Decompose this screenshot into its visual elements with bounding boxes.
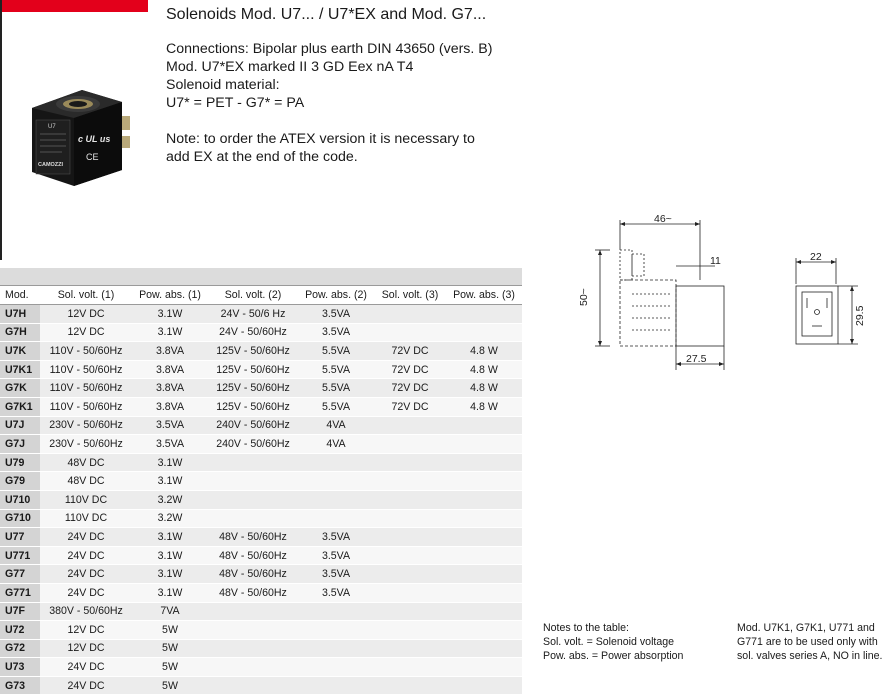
table-cell: 110V - 50/60Hz xyxy=(40,360,132,379)
table-row xyxy=(0,621,522,640)
table-cell: 24V DC xyxy=(40,528,132,547)
table-cell: 380V - 50/60Hz xyxy=(40,602,132,621)
table-row xyxy=(0,658,522,677)
table-cell: 48V - 50/60Hz xyxy=(208,546,298,565)
table-cell: 125V - 50/60Hz xyxy=(208,397,298,416)
table-cell: 3.5VA xyxy=(132,435,208,454)
table-row xyxy=(0,602,522,621)
col-header: Mod. xyxy=(0,286,40,305)
table-cell: 12V DC xyxy=(40,639,132,658)
model-cell: G7K xyxy=(0,379,40,398)
table-cell: 110V - 50/60Hz xyxy=(40,379,132,398)
table-cell: 4.8 W xyxy=(446,360,522,379)
table-cell xyxy=(298,602,374,621)
col-header: Sol. volt. (3) xyxy=(374,286,446,305)
model-cell: U79 xyxy=(0,453,40,472)
table-cell xyxy=(298,621,374,640)
table-cell: 3.1W xyxy=(132,472,208,491)
model-cell: U710 xyxy=(0,490,40,509)
table-cell xyxy=(208,658,298,677)
note-line: add EX at the end of the code. xyxy=(166,149,358,165)
table-cell: 3.1W xyxy=(132,565,208,584)
model-cell: G72 xyxy=(0,639,40,658)
table-cell: 240V - 50/60Hz xyxy=(208,416,298,435)
table-cell: 5W xyxy=(132,658,208,677)
table-cell xyxy=(374,565,446,584)
table-cell: 110V - 50/60Hz xyxy=(40,342,132,361)
table-notes xyxy=(543,621,683,663)
table-cell: 12V DC xyxy=(40,305,132,324)
table-cell: 5.5VA xyxy=(298,360,374,379)
table-cell: 5W xyxy=(132,621,208,640)
table-cell: 230V - 50/60Hz xyxy=(40,435,132,454)
table-cell xyxy=(446,639,522,658)
table-cell xyxy=(374,453,446,472)
dim-22: 22 xyxy=(810,251,822,263)
table-cell: 3.1W xyxy=(132,583,208,602)
desc-line: U7* = PET - G7* = PA xyxy=(166,95,305,111)
table-cell: 4.8 W xyxy=(446,342,522,361)
dim-46: 46~ xyxy=(654,213,672,225)
table-row xyxy=(0,360,522,379)
desc-line: Mod. U7*EX marked II 3 GD Eex nA T4 xyxy=(166,59,414,75)
dim-11: 11 xyxy=(710,255,721,267)
table-row xyxy=(0,453,522,472)
table-cell: 110V - 50/60Hz xyxy=(40,397,132,416)
table-header-row xyxy=(0,286,522,305)
table-cell xyxy=(446,602,522,621)
table-cell xyxy=(298,509,374,528)
table-cell: 3.5VA xyxy=(298,583,374,602)
table-row xyxy=(0,639,522,658)
table-row xyxy=(0,509,522,528)
model-cell: G771 xyxy=(0,583,40,602)
section-tab xyxy=(0,0,148,12)
table-row xyxy=(0,472,522,491)
table-cell xyxy=(374,528,446,547)
table-cell: 24V DC xyxy=(40,658,132,677)
table-cell: 3.8VA xyxy=(132,379,208,398)
table-row xyxy=(0,528,522,547)
table-cell xyxy=(374,416,446,435)
table-cell xyxy=(298,658,374,677)
table-row xyxy=(0,490,522,509)
table-cell xyxy=(374,472,446,491)
table-cell xyxy=(446,565,522,584)
table-cell xyxy=(446,416,522,435)
table-row xyxy=(0,546,522,565)
table-cell xyxy=(446,528,522,547)
table-cell xyxy=(374,583,446,602)
model-cell: G73 xyxy=(0,676,40,695)
table-cell xyxy=(374,602,446,621)
note-line: Pow. abs. = Power absorption xyxy=(543,650,684,662)
table-cell xyxy=(374,490,446,509)
note-line: Sol. volt. = Solenoid voltage xyxy=(543,636,675,648)
col-header: Pow. abs. (3) xyxy=(446,286,522,305)
note-line: sol. valves series A, NO in line. xyxy=(737,650,883,662)
model-cell: G79 xyxy=(0,472,40,491)
table-cell: 3.5VA xyxy=(298,528,374,547)
description xyxy=(166,40,492,166)
model-cell: U73 xyxy=(0,658,40,677)
table-cell: 24V DC xyxy=(40,676,132,695)
table-cell: 3.5VA xyxy=(298,305,374,324)
table-cell: 5.5VA xyxy=(298,379,374,398)
table-cell xyxy=(374,435,446,454)
model-cell: U7K1 xyxy=(0,360,40,379)
table-cell xyxy=(446,658,522,677)
table-cell xyxy=(446,509,522,528)
table-cell xyxy=(208,453,298,472)
table-cell: 240V - 50/60Hz xyxy=(208,435,298,454)
table-cell: 72V DC xyxy=(374,379,446,398)
col-header: Pow. abs. (2) xyxy=(298,286,374,305)
table-cell: 3.2W xyxy=(132,509,208,528)
dim-27-5: 27.5 xyxy=(686,353,707,365)
usage-notes xyxy=(737,621,882,663)
table-cell: 12V DC xyxy=(40,621,132,640)
left-rule xyxy=(0,0,2,260)
model-cell: U72 xyxy=(0,621,40,640)
table-cell xyxy=(374,509,446,528)
model-cell: U7K xyxy=(0,342,40,361)
table-cell: 72V DC xyxy=(374,360,446,379)
note-line: Notes to the table: xyxy=(543,622,629,634)
table-cell: 5.5VA xyxy=(298,397,374,416)
table-cell: 110V DC xyxy=(40,509,132,528)
table-cell xyxy=(446,435,522,454)
table-cell xyxy=(446,472,522,491)
table-cell: 5.5VA xyxy=(298,342,374,361)
table-cell: 3.1W xyxy=(132,546,208,565)
table-cell: 12V DC xyxy=(40,323,132,342)
table-cell: 3.1W xyxy=(132,528,208,547)
model-cell: G7H xyxy=(0,323,40,342)
model-cell: G77 xyxy=(0,565,40,584)
table-cell: 24V - 50/60Hz xyxy=(208,323,298,342)
desc-line: Connections: Bipolar plus earth DIN 43650 (vers. B) xyxy=(166,41,493,57)
table-cell xyxy=(374,621,446,640)
note-line: Note: to order the ATEX version it is necessary to xyxy=(166,131,475,147)
table-cell xyxy=(374,305,446,324)
dim-29-5: 29.5 xyxy=(854,305,866,326)
side-dimension-drawing xyxy=(570,210,750,375)
table-row xyxy=(0,565,522,584)
table-cell xyxy=(446,453,522,472)
table-row xyxy=(0,435,522,454)
table-cell xyxy=(298,472,374,491)
table-cell: 48V DC xyxy=(40,472,132,491)
desc-line: Solenoid material: xyxy=(166,77,280,93)
table-cell xyxy=(208,472,298,491)
table-cell: 3.5VA xyxy=(132,416,208,435)
model-cell: G7J xyxy=(0,435,40,454)
solenoid-photo xyxy=(22,88,134,186)
table-cell: 72V DC xyxy=(374,342,446,361)
table-cell xyxy=(374,676,446,695)
table-cell xyxy=(208,602,298,621)
table-top-bar xyxy=(0,268,522,286)
table-cell: 48V - 50/60Hz xyxy=(208,583,298,602)
col-header: Sol. volt. (1) xyxy=(40,286,132,305)
table-cell: 4VA xyxy=(298,435,374,454)
model-cell: G7K1 xyxy=(0,397,40,416)
model-cell: U771 xyxy=(0,546,40,565)
table-row xyxy=(0,305,522,324)
model-cell: G710 xyxy=(0,509,40,528)
table-cell: 110V DC xyxy=(40,490,132,509)
photo-label-brand: CAMOZZI xyxy=(38,162,64,168)
note-line: G771 are to be used only with xyxy=(737,636,878,648)
table-cell xyxy=(446,583,522,602)
table-cell xyxy=(208,490,298,509)
table-cell xyxy=(446,323,522,342)
table-cell xyxy=(208,621,298,640)
table-cell: 4.8 W xyxy=(446,397,522,416)
specs-table xyxy=(0,268,522,695)
model-cell: U7F xyxy=(0,602,40,621)
table-row xyxy=(0,676,522,695)
page-title: Solenoids Mod. U7... / U7*EX and Mod. G7... xyxy=(166,6,487,23)
table-cell: 3.8VA xyxy=(132,342,208,361)
table-row xyxy=(0,342,522,361)
model-cell: U7J xyxy=(0,416,40,435)
model-cell: U7H xyxy=(0,305,40,324)
table-cell xyxy=(298,490,374,509)
table-cell xyxy=(374,658,446,677)
table-cell xyxy=(446,676,522,695)
ce-mark: CE xyxy=(86,152,99,162)
note-line: Mod. U7K1, G7K1, U771 and xyxy=(737,622,875,634)
table-cell: 24V DC xyxy=(40,546,132,565)
table-cell: 24V DC xyxy=(40,565,132,584)
table-cell: 3.5VA xyxy=(298,565,374,584)
table-cell xyxy=(298,676,374,695)
table-cell: 125V - 50/60Hz xyxy=(208,360,298,379)
table-cell: 5W xyxy=(132,676,208,695)
model-cell: U77 xyxy=(0,528,40,547)
table-cell xyxy=(298,639,374,658)
table-cell: 48V DC xyxy=(40,453,132,472)
dim-50: 50~ xyxy=(578,288,590,306)
col-header: Sol. volt. (2) xyxy=(208,286,298,305)
table-row xyxy=(0,379,522,398)
table-cell: 3.5VA xyxy=(298,546,374,565)
table-cell xyxy=(446,490,522,509)
table-cell: 4VA xyxy=(298,416,374,435)
table-cell xyxy=(208,639,298,658)
table-cell: 72V DC xyxy=(374,397,446,416)
col-header: Pow. abs. (1) xyxy=(132,286,208,305)
table-cell: 3.5VA xyxy=(298,323,374,342)
table-row xyxy=(0,416,522,435)
table-cell xyxy=(446,621,522,640)
table-cell xyxy=(374,546,446,565)
table-cell: 4.8 W xyxy=(446,379,522,398)
table-row xyxy=(0,583,522,602)
table-cell: 3.2W xyxy=(132,490,208,509)
table-cell xyxy=(446,546,522,565)
table-cell: 3.1W xyxy=(132,305,208,324)
table-cell: 125V - 50/60Hz xyxy=(208,379,298,398)
table-cell xyxy=(208,676,298,695)
table-cell: 5W xyxy=(132,639,208,658)
table-cell xyxy=(374,639,446,658)
table-cell: 3.1W xyxy=(132,323,208,342)
table-cell xyxy=(298,453,374,472)
table-row xyxy=(0,323,522,342)
table-cell: 24V - 50/6 Hz xyxy=(208,305,298,324)
table-cell: 3.8VA xyxy=(132,397,208,416)
table-cell: 3.1W xyxy=(132,453,208,472)
ul-mark: c UL us xyxy=(78,134,111,144)
table-cell: 230V - 50/60Hz xyxy=(40,416,132,435)
front-dimension-drawing xyxy=(786,250,866,350)
table-cell xyxy=(208,509,298,528)
photo-label-model: U7 xyxy=(48,124,56,130)
table-cell: 48V - 50/60Hz xyxy=(208,565,298,584)
table-cell: 48V - 50/60Hz xyxy=(208,528,298,547)
table-cell: 3.8VA xyxy=(132,360,208,379)
table-cell xyxy=(446,305,522,324)
table-cell xyxy=(374,323,446,342)
table-cell: 125V - 50/60Hz xyxy=(208,342,298,361)
table-cell: 24V DC xyxy=(40,583,132,602)
table-cell: 7VA xyxy=(132,602,208,621)
table-row xyxy=(0,397,522,416)
